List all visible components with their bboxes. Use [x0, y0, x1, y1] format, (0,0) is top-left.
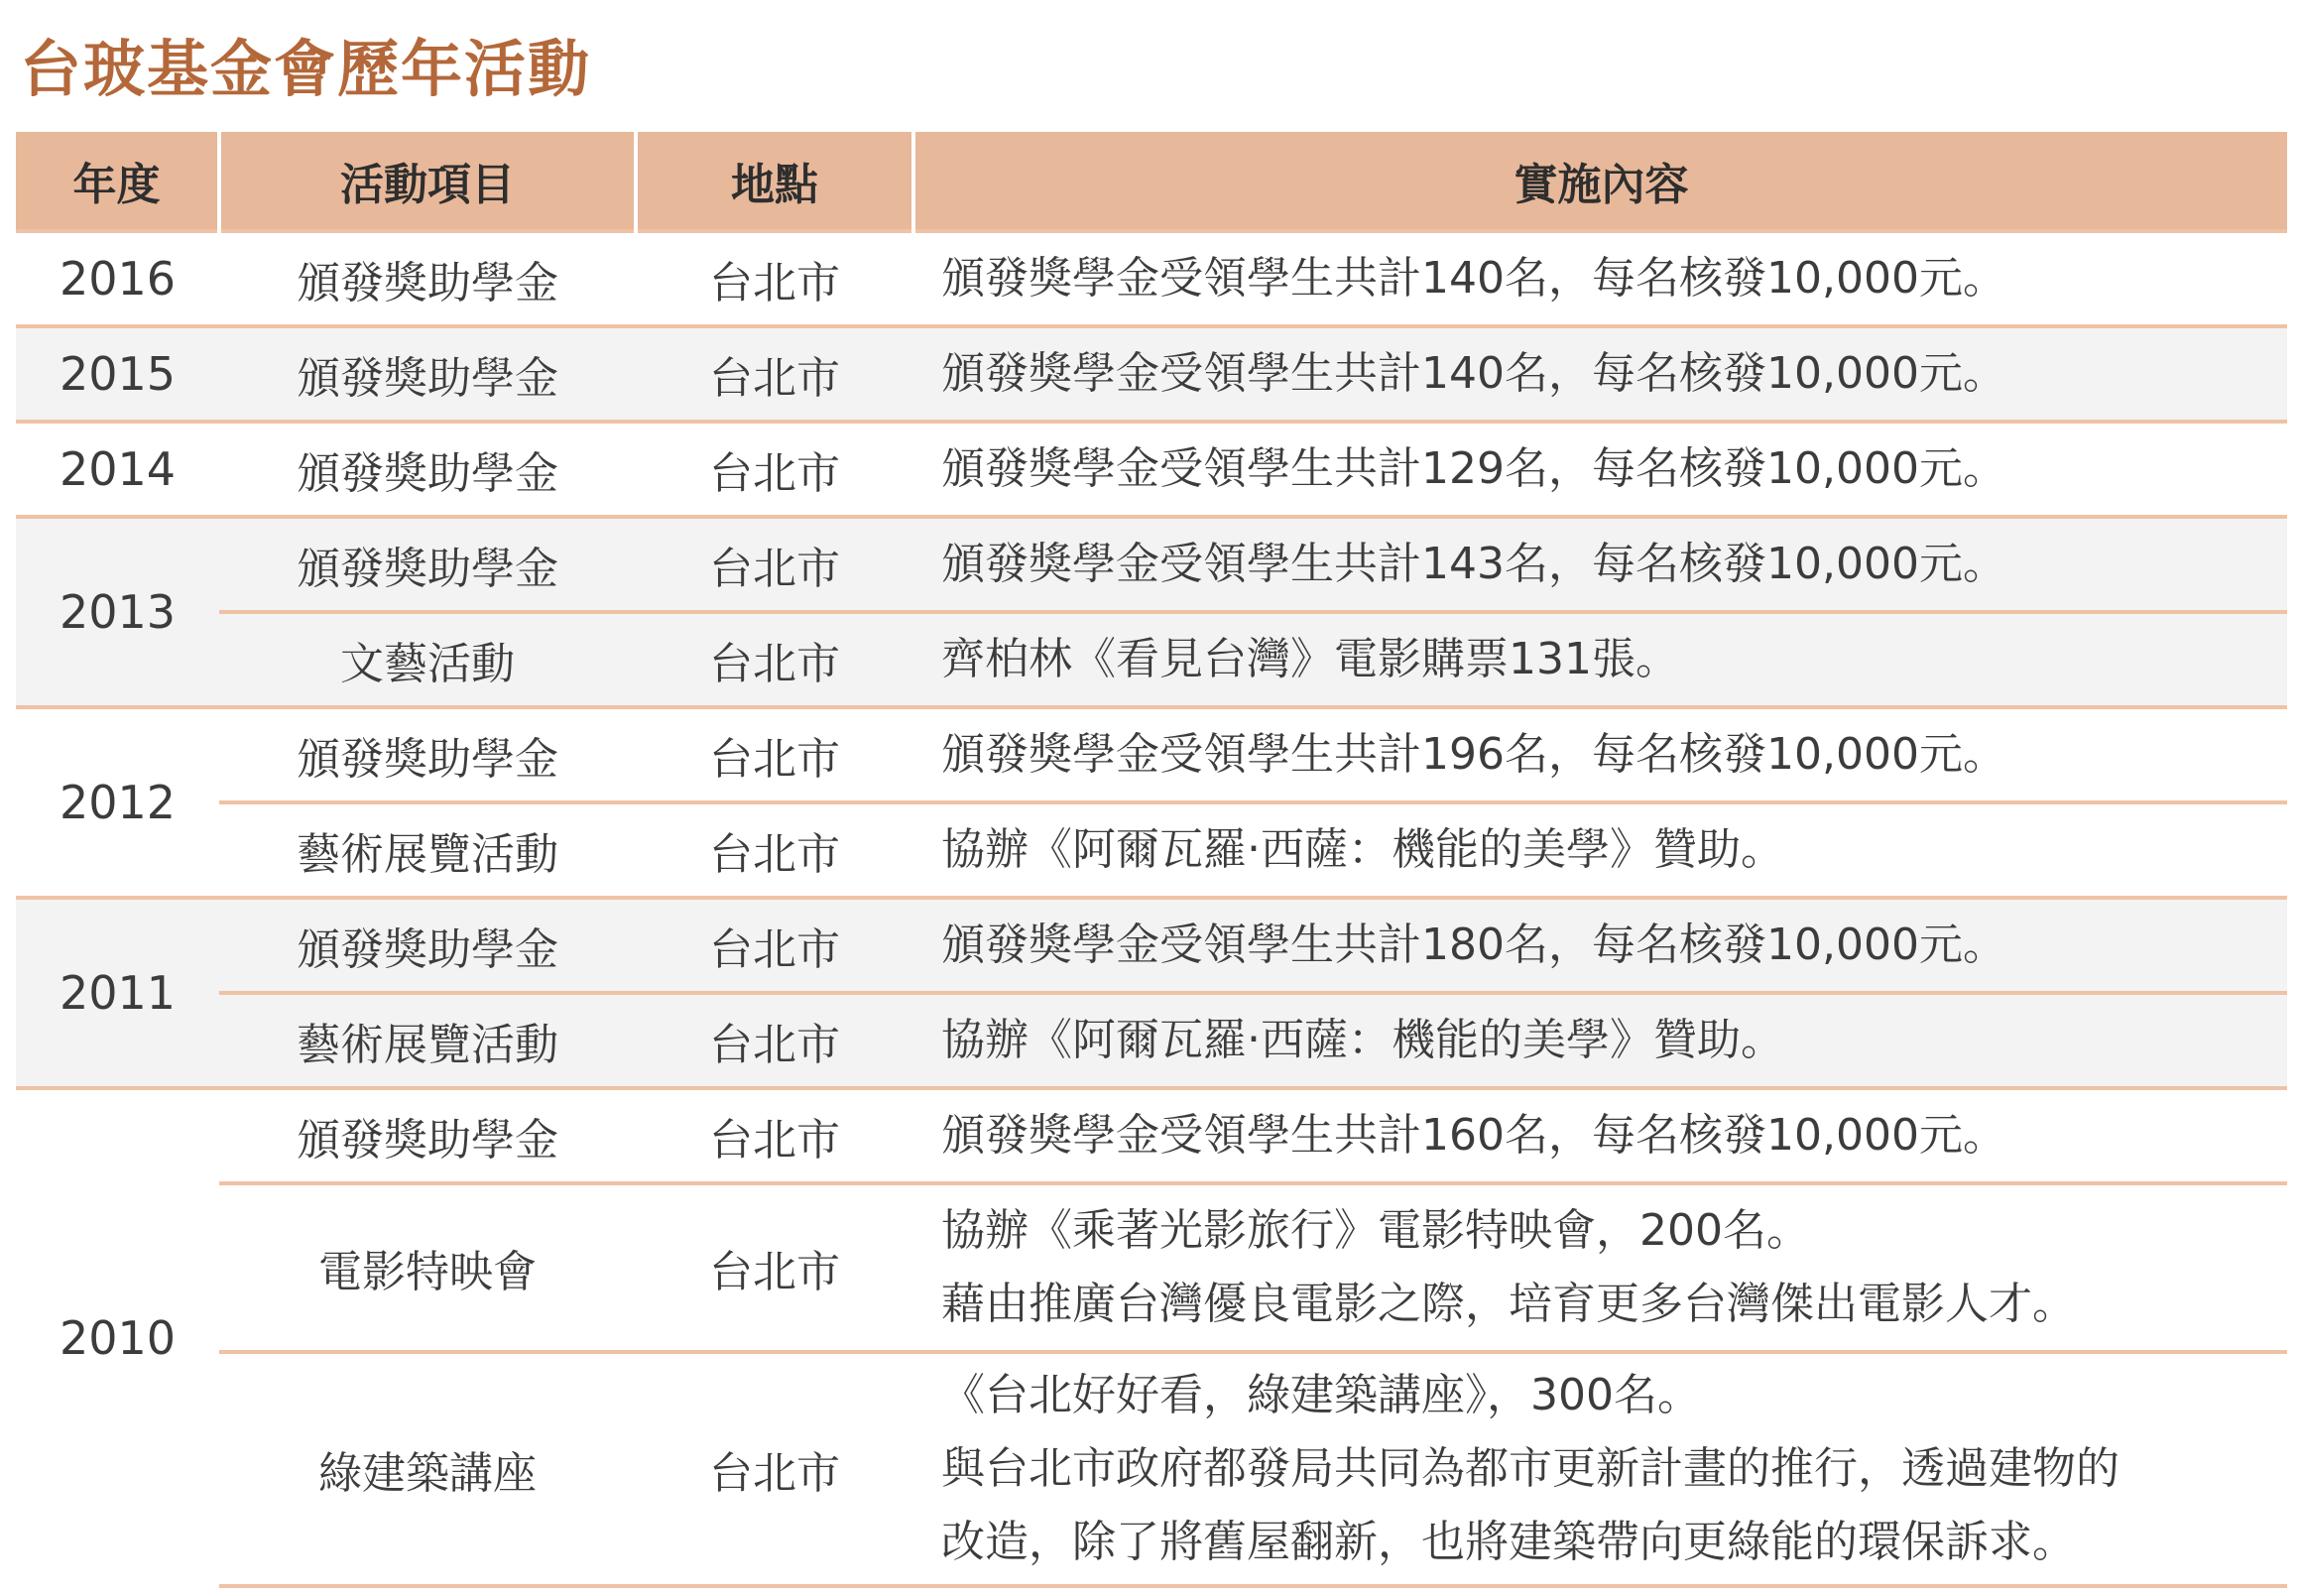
- year-cell: 2010: [16, 1088, 219, 1586]
- table-row: [16, 707, 2287, 802]
- table-row: [16, 802, 2287, 898]
- location-cell: 台北市: [636, 422, 913, 517]
- location-cell: 台北市: [636, 326, 913, 422]
- location-cell: 台北市: [636, 993, 913, 1088]
- table-row: [16, 422, 2287, 517]
- content-line: 協辦《阿爾瓦羅‧西薩：機能的美學》贊助。: [941, 1015, 1784, 1065]
- table-row: [16, 1183, 2287, 1352]
- location-cell: 台北市: [636, 1088, 913, 1183]
- year-cell: 2016: [16, 231, 219, 326]
- activities-table: [16, 132, 2287, 1588]
- activity-cell: 頒發獎助學金: [219, 898, 636, 993]
- activity-cell: 頒發獎助學金: [219, 707, 636, 802]
- content-cell: [913, 802, 2287, 898]
- activity-cell: 頒發獎助學金: [219, 1088, 636, 1183]
- header-activity: 活動項目: [219, 132, 636, 231]
- content-cell: [913, 422, 2287, 517]
- location-cell: 台北市: [636, 898, 913, 993]
- table-row: [16, 612, 2287, 707]
- content-cell: [913, 1352, 2287, 1586]
- content-line: 藉由推廣台灣優良電影之際，培育更多台灣傑出電影人才。: [941, 1279, 2076, 1329]
- content-line: 與台北市政府都發局共同為都市更新計畫的推行，透過建物的: [941, 1443, 2120, 1494]
- table-row: [16, 231, 2287, 326]
- table-row: [16, 517, 2287, 612]
- content-line: 《台北好好看，綠建築講座》，300名。: [941, 1370, 1701, 1420]
- header-location: 地點: [636, 132, 913, 231]
- table-row: [16, 1352, 2287, 1586]
- activity-cell: 電影特映會: [219, 1183, 636, 1352]
- content-cell: [913, 898, 2287, 993]
- content-line: 改造，除了將舊屋翻新，也將建築帶向更綠能的環保訴求。: [941, 1517, 2076, 1567]
- content-cell: [913, 326, 2287, 422]
- content-cell: [913, 1183, 2287, 1352]
- content-cell: [913, 993, 2287, 1088]
- content-line: 頒發獎學金受領學生共計129名，每名核發10,000元。: [941, 443, 2006, 494]
- activity-cell: 藝術展覽活動: [219, 993, 636, 1088]
- content-line: 頒發獎學金受領學生共計140名，每名核發10,000元。: [941, 348, 2006, 399]
- activity-cell: 藝術展覽活動: [219, 802, 636, 898]
- content-line: 齊柏林《看見台灣》電影購票131張。: [941, 634, 1679, 684]
- location-cell: 台北市: [636, 231, 913, 326]
- location-cell: 台北市: [636, 612, 913, 707]
- year-cell: 2013: [16, 517, 219, 707]
- year-cell: 2014: [16, 422, 219, 517]
- year-cell: 2011: [16, 898, 219, 1088]
- activity-cell: 綠建築講座: [219, 1352, 636, 1586]
- activity-cell: 頒發獎助學金: [219, 231, 636, 326]
- content-cell: [913, 612, 2287, 707]
- table-row: [16, 1088, 2287, 1183]
- year-cell: 2015: [16, 326, 219, 422]
- content-line: 協辦《乘著光影旅行》電影特映會，200名。: [941, 1205, 1810, 1256]
- content-line: 協辦《阿爾瓦羅‧西薩：機能的美學》贊助。: [941, 824, 1784, 875]
- location-cell: 台北市: [636, 1352, 913, 1586]
- activity-cell: 頒發獎助學金: [219, 517, 636, 612]
- location-cell: 台北市: [636, 707, 913, 802]
- activity-cell: 頒發獎助學金: [219, 326, 636, 422]
- content-line: 頒發獎學金受領學生共計143名，每名核發10,000元。: [941, 539, 2006, 589]
- content-cell: [913, 517, 2287, 612]
- content-cell: [913, 707, 2287, 802]
- content-line: 頒發獎學金受領學生共計160名，每名核發10,000元。: [941, 1110, 2006, 1161]
- content-line: 頒發獎學金受領學生共計140名，每名核發10,000元。: [941, 253, 2006, 304]
- location-cell: 台北市: [636, 517, 913, 612]
- table-row: [16, 326, 2287, 422]
- content-line: 頒發獎學金受領學生共計196名，每名核發10,000元。: [941, 729, 2006, 780]
- activity-cell: 頒發獎助學金: [219, 422, 636, 517]
- year-cell: 2012: [16, 707, 219, 898]
- header-year: 年度: [16, 132, 219, 231]
- content-cell: [913, 231, 2287, 326]
- table-row: [16, 898, 2287, 993]
- header-content: 實施內容: [913, 132, 2287, 231]
- page-title: 台玻基金會歷年活動: [20, 33, 592, 105]
- table-row: [16, 993, 2287, 1088]
- content-cell: [913, 1088, 2287, 1183]
- table-header: [16, 132, 2287, 231]
- content-line: 頒發獎學金受領學生共計180名，每名核發10,000元。: [941, 920, 2006, 970]
- location-cell: 台北市: [636, 802, 913, 898]
- location-cell: 台北市: [636, 1183, 913, 1352]
- activity-cell: 文藝活動: [219, 612, 636, 707]
